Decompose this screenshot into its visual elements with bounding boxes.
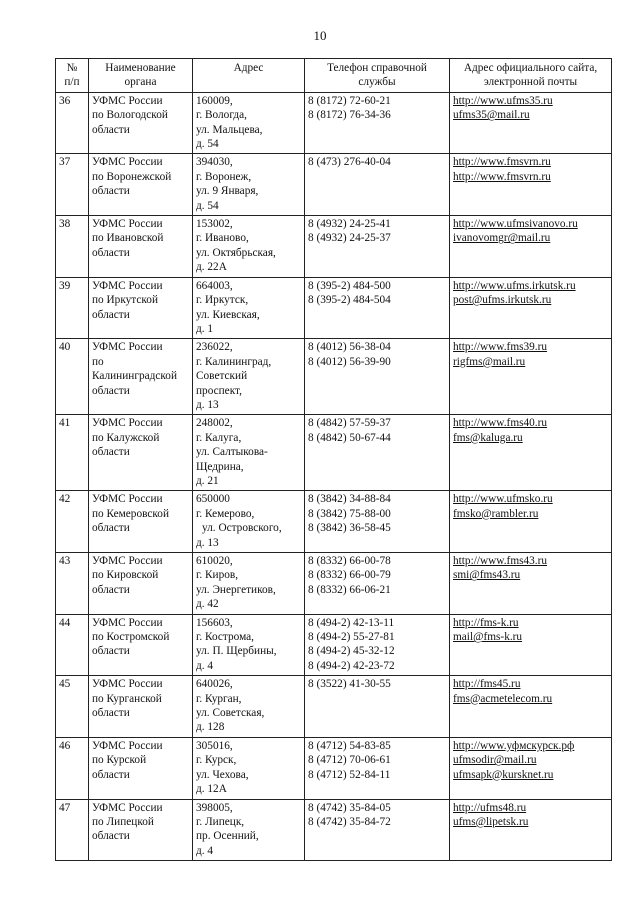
phone-number: 8 (395-2) 484-504 [308,294,391,307]
address-line: г. Воронеж, [196,170,252,183]
office-name-line: УФМС России [92,801,163,814]
office-name-line: по Липецкой [92,815,154,828]
website-email-link[interactable]: http://www.ufms.irkutsk.ru [453,279,576,292]
office-name-line: области [92,522,130,535]
address-line: пр. Осенний, [196,830,259,843]
office-name-line: области [92,246,130,259]
address-line: г. Вологда, [196,109,247,122]
office-name-line: УФМС России [92,417,163,430]
row-number: 47 [56,799,89,861]
office-name-line: УФМС России [92,555,163,567]
phone-cell [305,799,450,861]
phone-cell [305,216,450,278]
website-email-link[interactable]: http://www.fms39.ru [453,341,548,354]
office-name-line: по Вологодской [92,109,168,122]
address-line: г. Киров, [196,569,239,582]
table-row [56,415,612,491]
website-email-link[interactable]: http://www.ufmsko.ru [453,493,553,506]
address-line: д. 21 [196,474,219,487]
address-line: ул. Энергетиков, [196,583,276,596]
website-email-link[interactable]: fms@acmetelecom.ru [453,692,553,705]
office-name-cell [89,154,193,216]
office-name-cell [89,553,193,615]
address-line: ул. Островского, [202,522,282,535]
phone-cell [305,614,450,676]
phone-number: 8 (4742) 35-84-05 [308,801,391,814]
phone-number: 8 (4842) 50-67-44 [308,431,391,444]
office-name-line: УФМС России [92,678,163,691]
office-name-line: области [92,308,130,321]
address-line: 156603, [196,616,233,629]
address-cell [193,614,305,676]
address-cell [193,216,305,278]
office-name-line: УФМС России [92,156,163,169]
address-line: Щедрина, [196,460,244,473]
office-name-line: области [92,123,130,136]
office-name-line: по Костромской [92,631,170,644]
office-name-line: области [92,645,130,658]
address-line: г. Кострома, [196,631,254,644]
address-cell [193,277,305,339]
office-name-line: УФМС России [92,279,163,292]
website-email-link[interactable]: rigfms@mail.ru [453,355,526,368]
header-name: Наименование органа [89,59,193,93]
table-row [56,553,612,615]
address-line: ул. 9 Января, [196,185,259,198]
phone-number: 8 (3842) 75-88-00 [308,507,391,520]
office-name-cell [89,799,193,861]
address-line: ул. Чехова, [196,768,249,781]
office-name-line: области [92,707,130,720]
row-number: 46 [56,737,89,799]
address-cell [193,676,305,738]
address-line: 650000 [196,493,230,506]
phone-number: 8 (3522) 41-30-55 [308,678,391,691]
office-name-line: области [92,384,130,397]
office-name-cell [89,92,193,154]
address-line: 305016, [196,739,233,752]
website-email-cell [450,339,612,415]
website-email-link[interactable]: ufmsodir@mail.ru [453,754,537,767]
website-email-link[interactable]: fmsko@rambler.ru [453,507,539,520]
address-line: 248002, [196,417,233,430]
office-name-line: по Иркутской [92,294,158,307]
address-cell [193,799,305,861]
website-email-link[interactable]: http://www.ufms35.ru [453,94,553,107]
row-number: 41 [56,415,89,491]
website-email-link[interactable]: http://www.ufmsivanovo.ru [453,218,578,231]
phone-number: 8 (4842) 57-59-37 [308,417,391,430]
website-email-cell [450,553,612,615]
address-line: д. 1 [196,322,214,335]
office-name-line: области [92,446,130,459]
address-line: г. Калуга, [196,431,242,444]
website-email-link[interactable]: ufms@lipetsk.ru [453,815,529,828]
phone-cell [305,676,450,738]
address-cell [193,491,305,553]
header-num: № п/п [56,59,89,93]
office-name-cell [89,737,193,799]
phone-number: 8 (395-2) 484-500 [308,279,391,292]
office-name-line: области [92,583,130,596]
office-name-line: УФМС России [92,94,163,107]
website-email-cell [450,676,612,738]
phone-cell [305,491,450,553]
website-email-link[interactable]: ufmsapk@kursknet.ru [453,768,554,781]
website-email-cell [450,799,612,861]
table-row [56,491,612,553]
phone-cell [305,92,450,154]
website-email-cell [450,737,612,799]
address-cell [193,553,305,615]
phone-number: 8 (4012) 56-38-04 [308,341,391,354]
table-row [56,737,612,799]
office-name-line: УФМС России [92,218,163,231]
offices-table [55,58,612,861]
phone-cell [305,737,450,799]
row-number: 36 [56,92,89,154]
phone-number: 8 (4932) 24-25-41 [308,218,391,231]
website-email-cell [450,614,612,676]
address-line: 153002, [196,218,233,231]
office-name-line: УФМС России [92,739,163,752]
table-row [56,92,612,154]
address-line: проспект, [196,384,242,397]
website-email-cell [450,154,612,216]
address-line: д. 128 [196,721,225,734]
phone-number: 8 (4932) 24-25-37 [308,232,391,245]
office-name-line: по Кировской [92,569,159,582]
header-address: Адрес [193,59,305,93]
row-number: 44 [56,614,89,676]
address-line: д. 54 [196,138,219,151]
address-line: г. Курган, [196,692,242,705]
address-line: г. Калининград, [196,355,272,368]
phone-number: 8 (8172) 76-34-36 [308,109,391,122]
phone-cell [305,553,450,615]
office-name-cell [89,415,193,491]
office-name-line: УФМС России [92,616,163,629]
row-number: 37 [56,154,89,216]
address-line: ул. Октябрьская, [196,246,276,259]
address-line: г. Иркутск, [196,294,249,307]
address-line: ул. Советская, [196,707,265,720]
website-email-link[interactable]: http://www.fmsvrn.ru [453,170,551,183]
phone-number: 8 (494-2) 45-32-12 [308,645,395,658]
phone-number: 8 (3842) 34-88-84 [308,493,391,506]
website-email-link[interactable]: smi@fms43.ru [453,569,521,582]
table-row [56,339,612,415]
office-name-line: по Калужской [92,431,160,444]
website-email-cell [450,277,612,339]
address-line: ул. Киевская, [196,308,260,321]
phone-number: 8 (4712) 54-83-85 [308,739,391,752]
phone-cell [305,339,450,415]
website-email-cell [450,415,612,491]
office-name-line: по Ивановской [92,232,164,245]
phone-number: 8 (8332) 66-06-21 [308,583,391,596]
office-name-cell [89,339,193,415]
phone-number: 8 (494-2) 42-13-11 [308,616,395,629]
address-line: 610020, [196,555,233,567]
table-row [56,154,612,216]
office-name-line: Калининградской [92,370,177,383]
address-line: 398005, [196,801,233,814]
website-email-cell [450,92,612,154]
office-name-line: по Курской [92,754,147,767]
office-name-line: области [92,185,130,198]
website-email-link[interactable]: http://fms-k.ru [453,616,519,629]
phone-cell [305,277,450,339]
website-email-cell [450,216,612,278]
address-cell [193,737,305,799]
address-cell [193,92,305,154]
address-line: д. 22А [196,261,227,274]
website-email-link[interactable]: ivanovomgr@mail.ru [453,232,551,245]
office-name-line: УФМС России [92,341,163,354]
row-number: 38 [56,216,89,278]
header-phone: Телефон справочной службы [305,59,450,93]
website-email-link[interactable]: http://ufms48.ru [453,801,527,814]
address-line: д. 12А [196,783,227,796]
office-name-cell [89,614,193,676]
website-email-link[interactable]: http://fms45.ru [453,678,521,691]
address-line: д. 42 [196,598,219,611]
website-email-link[interactable]: http://www.уфмскурск.рф [453,739,575,752]
address-line: 160009, [196,94,233,107]
office-name-line: области [92,830,130,843]
page-number: 10 [313,28,327,43]
phone-number: 8 (4712) 70-06-61 [308,754,391,767]
address-line: ул. Мальцева, [196,123,263,136]
office-name-cell [89,676,193,738]
address-line: г. Липецк, [196,815,245,828]
website-email-link[interactable]: mail@fms-k.ru [453,631,523,644]
address-line: г. Курск, [196,754,237,767]
office-name-line: УФМС России [92,493,163,506]
office-name-line: по Воронежской [92,170,172,183]
website-email-link[interactable]: http://www.fmsvrn.ru [453,156,551,169]
row-number: 42 [56,491,89,553]
address-cell [193,415,305,491]
address-line: д. 13 [196,398,219,411]
address-line: 236022, [196,341,233,354]
phone-number: 8 (4712) 52-84-11 [308,768,391,781]
address-cell [193,339,305,415]
table-row [56,799,612,861]
address-line: Советский [196,370,248,383]
website-email-link[interactable]: http://www.fms43.ru [453,555,548,567]
website-email-link[interactable]: post@ufms.irkutsk.ru [453,294,552,307]
phone-number: 8 (4742) 35-84-72 [308,815,391,828]
office-name-line: по Курганской [92,692,162,705]
website-email-link[interactable]: ufms35@mail.ru [453,109,530,122]
table-row [56,614,612,676]
phone-number: 8 (8332) 66-00-78 [308,555,391,567]
row-number: 39 [56,277,89,339]
row-number: 45 [56,676,89,738]
address-line: ул. Салтыкова- [196,446,268,459]
address-cell [193,154,305,216]
table-row [56,277,612,339]
table-row [56,676,612,738]
phone-number: 8 (8172) 72-60-21 [308,94,391,107]
address-line: г. Иваново, [196,232,249,245]
address-line: ул. П. Щербины, [196,645,277,658]
office-name-cell [89,491,193,553]
phone-number: 8 (8332) 66-00-79 [308,569,391,582]
website-email-cell [450,491,612,553]
office-name-line: по Кемеровской [92,507,169,520]
phone-number: 8 (473) 276-40-04 [308,156,391,169]
office-name-line: по [92,355,104,368]
website-email-link[interactable]: http://www.fms40.ru [453,417,548,430]
office-name-line: области [92,768,130,781]
address-line: 664003, [196,279,233,292]
phone-number: 8 (494-2) 55-27-81 [308,631,395,644]
phone-cell [305,154,450,216]
website-email-link[interactable]: fms@kaluga.ru [453,431,523,444]
phone-cell [305,415,450,491]
address-line: д. 54 [196,199,219,212]
address-line: д. 4 [196,844,214,857]
address-line: г. Кемерово, [196,507,255,520]
address-line: 640026, [196,678,233,691]
phone-number: 8 (494-2) 42-23-72 [308,659,395,672]
header-site: Адрес официального сайта, электронной почты [450,59,612,93]
phone-number: 8 (3842) 36-58-45 [308,522,391,535]
office-name-cell [89,216,193,278]
address-line: 394030, [196,156,233,169]
phone-number: 8 (4012) 56-39-90 [308,355,391,368]
table-row [56,216,612,278]
row-number: 40 [56,339,89,415]
office-name-cell [89,277,193,339]
address-line: д. 13 [196,536,219,549]
table-header-row [56,59,612,93]
row-number: 43 [56,553,89,615]
address-line: д. 4 [196,659,214,672]
